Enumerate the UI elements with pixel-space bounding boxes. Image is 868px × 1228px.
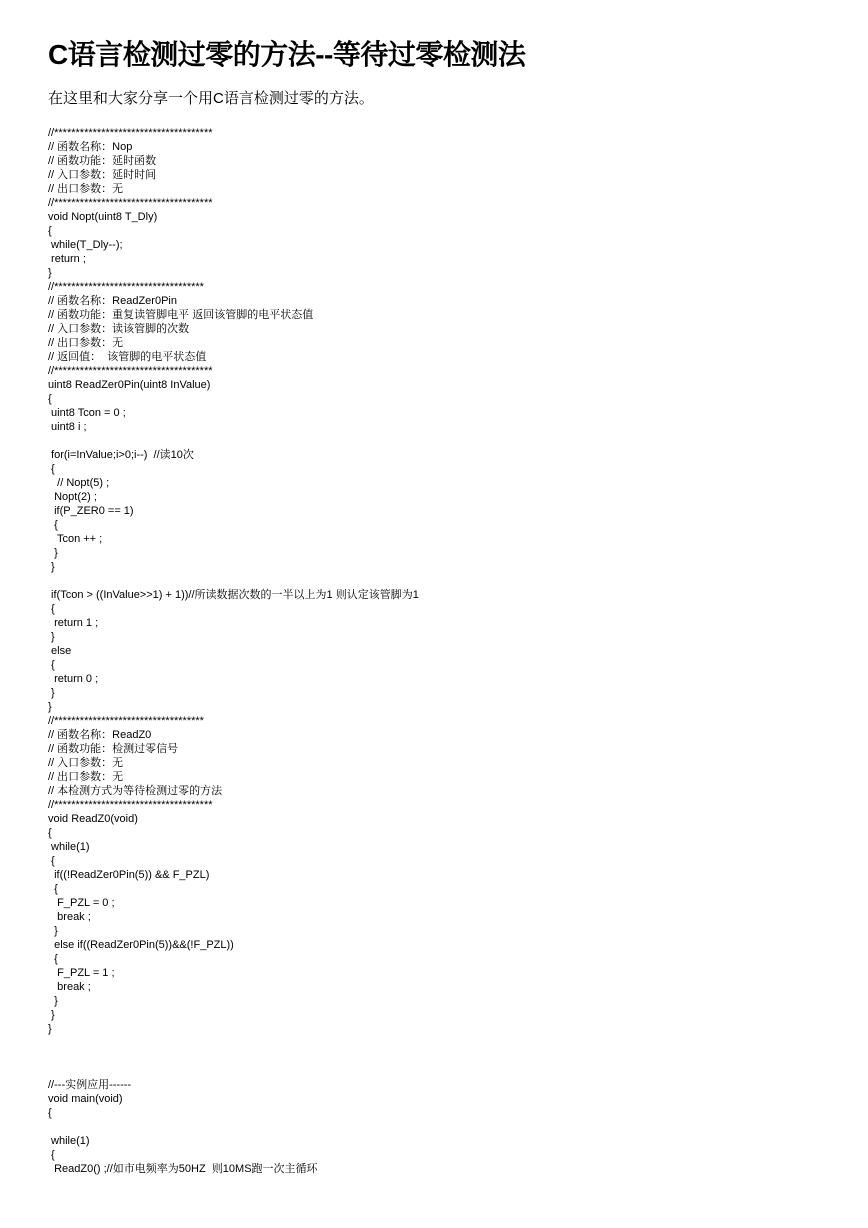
code-line: {: [48, 1107, 52, 1119]
code-line: {: [48, 603, 55, 615]
code-line: // 出口参数：无: [48, 337, 124, 349]
code-line: Nopt(2) ;: [48, 491, 97, 503]
code-line: }: [48, 995, 58, 1007]
code-line: uint8 Tcon = 0 ;: [48, 407, 126, 419]
code-line: else: [48, 645, 72, 657]
article-intro: 在这里和大家分享一个用C语言检测过零的方法。: [48, 90, 374, 107]
code-line: [48, 574, 848, 588]
code-line: {: [48, 463, 55, 475]
code-line: }: [48, 925, 58, 937]
code-line: }: [48, 1023, 52, 1035]
code-line: return 1 ;: [48, 617, 99, 629]
code-line: {: [48, 1149, 55, 1161]
code-line: {: [48, 225, 52, 237]
code-line: //*************************************: [48, 365, 213, 377]
code-line: [48, 434, 848, 448]
code-line: void Nopt(uint8 T_Dly): [48, 211, 158, 223]
code-line: }: [48, 561, 55, 573]
code-line: F_PZL = 1 ;: [48, 967, 115, 979]
code-line: // 入口参数：读该管脚的次数: [48, 323, 190, 335]
code-line: {: [48, 659, 55, 671]
code-line: if((!ReadZer0Pin(5)) && F_PZL): [48, 869, 210, 881]
code-line: {: [48, 953, 58, 965]
code-line: break ;: [48, 911, 91, 923]
code-line: // 函数名称：ReadZ0: [48, 729, 152, 741]
code-line: //***********************************: [48, 715, 204, 727]
code-line: if(Tcon > ((InValue>>1) + 1))//所读数据次数的一半以上为1 则认定该管脚为1: [48, 589, 419, 601]
code-line: [48, 1064, 848, 1078]
code-line: }: [48, 687, 55, 699]
code-line: // 入口参数：延时时间: [48, 169, 157, 181]
code-line: // 出口参数：无: [48, 771, 124, 783]
code-line: else if((ReadZer0Pin(5))&&(!F_PZL)): [48, 939, 234, 951]
code-line: if(P_ZER0 == 1): [48, 505, 134, 517]
code-line: [48, 1050, 848, 1064]
code-line: // 函数功能：延时函数: [48, 155, 157, 167]
code-line: ReadZ0() ;//如市电频率为50HZ 则10MS跑一次主循环: [48, 1163, 318, 1175]
code-line: while(T_Dly--);: [48, 239, 123, 251]
code-line: //---实例应用------: [48, 1079, 132, 1091]
code-line: {: [48, 883, 58, 895]
code-line: {: [48, 827, 52, 839]
code-line: void main(void): [48, 1093, 123, 1105]
code-line: for(i=InValue;i>0;i--) //读10次: [48, 449, 194, 461]
code-line: {: [48, 393, 52, 405]
code-line: return 0 ;: [48, 673, 99, 685]
code-line: // 本检测方式为等待检测过零的方法: [48, 785, 223, 797]
code-line: // Nopt(5) ;: [48, 477, 110, 489]
code-line: // 出口参数：无: [48, 183, 124, 195]
code-line: }: [48, 267, 52, 279]
code-line: void ReadZ0(void): [48, 813, 138, 825]
code-line: Tcon ++ ;: [48, 533, 103, 545]
code-line: {: [48, 519, 58, 531]
code-line: break ;: [48, 981, 91, 993]
code-line: {: [48, 855, 55, 867]
code-line: while(1): [48, 1135, 90, 1147]
code-line: //*************************************: [48, 127, 213, 139]
code-line: // 函数功能：检测过零信号: [48, 743, 179, 755]
code-line: return ;: [48, 253, 86, 265]
code-line: }: [48, 701, 52, 713]
code-line: [48, 1120, 848, 1134]
article-title: C语言检测过零的方法--等待过零检测法: [48, 39, 526, 70]
code-line: }: [48, 547, 58, 559]
code-line: //*************************************: [48, 197, 213, 209]
code-line: F_PZL = 0 ;: [48, 897, 115, 909]
code-block: [48, 126, 848, 1176]
code-line: }: [48, 1009, 55, 1021]
code-line: // 入口参数：无: [48, 757, 124, 769]
code-line: uint8 ReadZer0Pin(uint8 InValue): [48, 379, 211, 391]
article: [48, 0, 848, 1176]
code-line: }: [48, 631, 55, 643]
code-line: while(1): [48, 841, 90, 853]
code-line: // 返回值： 该管脚的电平状态值: [48, 351, 207, 363]
code-line: // 函数名称：ReadZer0Pin: [48, 295, 177, 307]
code-line: // 函数功能：重复读管脚电平 返回该管脚的电平状态值: [48, 309, 314, 321]
code-line: //*************************************: [48, 799, 213, 811]
code-line: uint8 i ;: [48, 421, 87, 433]
code-line: [48, 1036, 848, 1050]
code-line: //***********************************: [48, 281, 204, 293]
code-line: // 函数名称：Nop: [48, 141, 133, 153]
